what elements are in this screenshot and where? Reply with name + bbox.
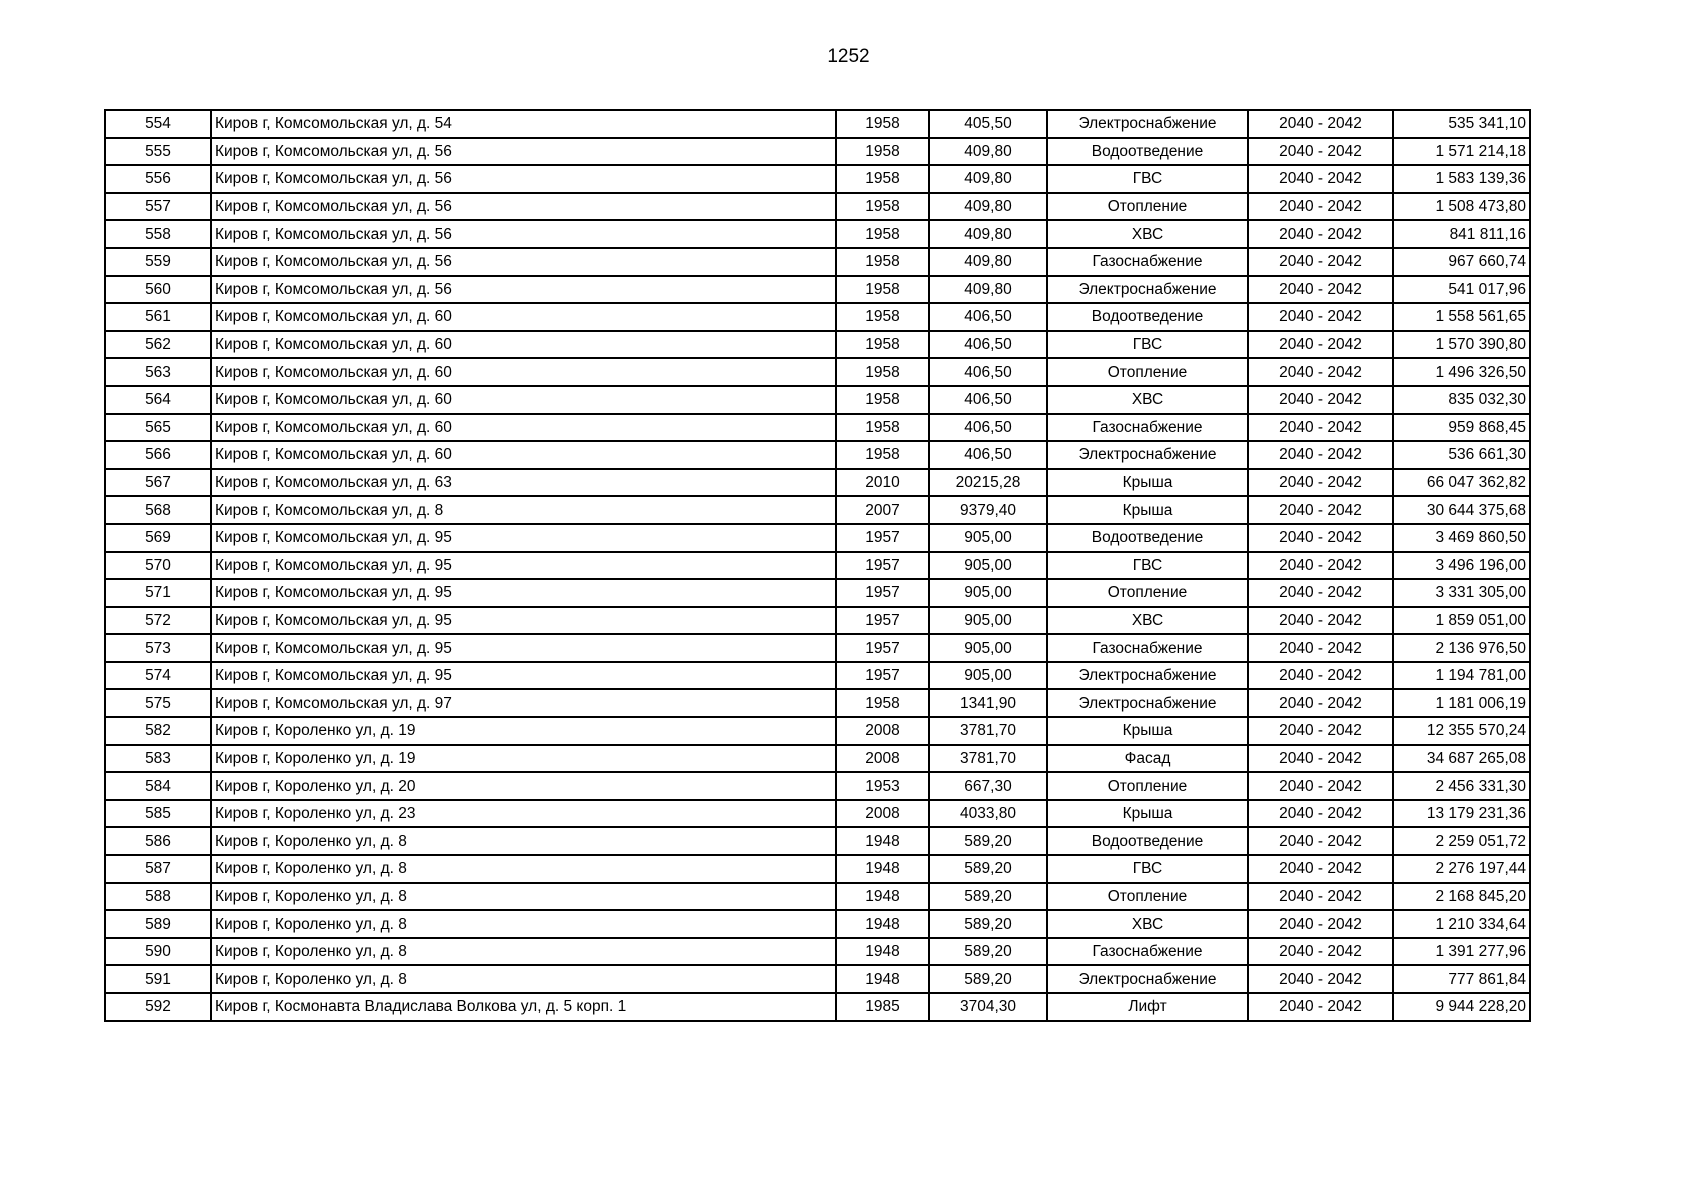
period-cell: 2040 - 2042 — [1248, 772, 1393, 800]
area-cell: 406,50 — [929, 386, 1047, 414]
period-cell: 2040 - 2042 — [1248, 276, 1393, 304]
address-cell: Киров г, Короленко ул, д. 8 — [211, 938, 836, 966]
period-cell: 2040 - 2042 — [1248, 634, 1393, 662]
table-row — [105, 662, 1530, 690]
area-cell: 9379,40 — [929, 496, 1047, 524]
area-cell: 406,50 — [929, 303, 1047, 331]
table-row — [105, 248, 1530, 276]
build-year-cell: 1957 — [836, 607, 929, 635]
work-type-cell: Крыша — [1047, 496, 1248, 524]
cost-cell: 1 583 139,36 — [1393, 165, 1530, 193]
work-type-cell: ГВС — [1047, 331, 1248, 359]
table-row — [105, 193, 1530, 221]
cost-cell: 12 355 570,24 — [1393, 717, 1530, 745]
table-row — [105, 220, 1530, 248]
address-cell: Киров г, Короленко ул, д. 8 — [211, 827, 836, 855]
address-cell: Киров г, Короленко ул, д. 19 — [211, 717, 836, 745]
build-year-cell: 1985 — [836, 993, 929, 1021]
address-cell: Киров г, Комсомольская ул, д. 56 — [211, 165, 836, 193]
build-year-cell: 1958 — [836, 138, 929, 166]
area-cell: 3781,70 — [929, 745, 1047, 773]
row-number-cell: 589 — [105, 910, 211, 938]
area-cell: 409,80 — [929, 276, 1047, 304]
work-type-cell: ХВС — [1047, 607, 1248, 635]
work-type-cell: Газоснабжение — [1047, 248, 1248, 276]
work-type-cell: Электроснабжение — [1047, 276, 1248, 304]
table-row — [105, 745, 1530, 773]
area-cell: 3781,70 — [929, 717, 1047, 745]
area-cell: 3704,30 — [929, 993, 1047, 1021]
work-type-cell: Отопление — [1047, 883, 1248, 911]
row-number-cell: 585 — [105, 800, 211, 828]
area-cell: 1341,90 — [929, 689, 1047, 717]
address-cell: Киров г, Короленко ул, д. 8 — [211, 855, 836, 883]
row-number-cell: 569 — [105, 524, 211, 552]
cost-cell: 3 469 860,50 — [1393, 524, 1530, 552]
row-number-cell: 586 — [105, 827, 211, 855]
period-cell: 2040 - 2042 — [1248, 579, 1393, 607]
row-number-cell: 582 — [105, 717, 211, 745]
build-year-cell: 1958 — [836, 193, 929, 221]
work-type-cell: ХВС — [1047, 220, 1248, 248]
table-row — [105, 386, 1530, 414]
area-cell: 905,00 — [929, 607, 1047, 635]
period-cell: 2040 - 2042 — [1248, 220, 1393, 248]
work-type-cell: Газоснабжение — [1047, 414, 1248, 442]
page-number: 1252 — [827, 46, 870, 67]
row-number-cell: 562 — [105, 331, 211, 359]
period-cell: 2040 - 2042 — [1248, 358, 1393, 386]
work-type-cell: Электроснабжение — [1047, 689, 1248, 717]
build-year-cell: 2008 — [836, 717, 929, 745]
table-row — [105, 331, 1530, 359]
table-row — [105, 276, 1530, 304]
address-cell: Киров г, Комсомольская ул, д. 97 — [211, 689, 836, 717]
table-row — [105, 110, 1530, 138]
row-number-cell: 557 — [105, 193, 211, 221]
cost-cell: 536 661,30 — [1393, 441, 1530, 469]
area-cell: 406,50 — [929, 414, 1047, 442]
row-number-cell: 584 — [105, 772, 211, 800]
work-type-cell: Водоотведение — [1047, 138, 1248, 166]
work-type-cell: Электроснабжение — [1047, 110, 1248, 138]
table-row — [105, 552, 1530, 580]
row-number-cell: 564 — [105, 386, 211, 414]
cost-cell: 3 496 196,00 — [1393, 552, 1530, 580]
table-row — [105, 965, 1530, 993]
address-cell: Киров г, Комсомольская ул, д. 60 — [211, 414, 836, 442]
area-cell: 4033,80 — [929, 800, 1047, 828]
build-year-cell: 1958 — [836, 386, 929, 414]
work-type-cell: Электроснабжение — [1047, 441, 1248, 469]
address-cell: Киров г, Короленко ул, д. 19 — [211, 745, 836, 773]
table-row — [105, 524, 1530, 552]
work-type-cell: Водоотведение — [1047, 303, 1248, 331]
address-cell: Киров г, Комсомольская ул, д. 56 — [211, 138, 836, 166]
work-type-cell: ГВС — [1047, 165, 1248, 193]
area-cell: 409,80 — [929, 248, 1047, 276]
cost-cell: 66 047 362,82 — [1393, 469, 1530, 497]
build-year-cell: 1958 — [836, 331, 929, 359]
address-cell: Киров г, Короленко ул, д. 20 — [211, 772, 836, 800]
register-body — [105, 110, 1530, 1021]
build-year-cell: 1957 — [836, 662, 929, 690]
table-row — [105, 993, 1530, 1021]
address-cell: Киров г, Короленко ул, д. 8 — [211, 883, 836, 911]
register-table — [104, 109, 1531, 1022]
build-year-cell: 1957 — [836, 579, 929, 607]
row-number-cell: 560 — [105, 276, 211, 304]
row-number-cell: 587 — [105, 855, 211, 883]
area-cell: 409,80 — [929, 165, 1047, 193]
area-cell: 905,00 — [929, 662, 1047, 690]
build-year-cell: 1958 — [836, 358, 929, 386]
period-cell: 2040 - 2042 — [1248, 386, 1393, 414]
work-type-cell: Электроснабжение — [1047, 965, 1248, 993]
row-number-cell: 568 — [105, 496, 211, 524]
row-number-cell: 567 — [105, 469, 211, 497]
period-cell: 2040 - 2042 — [1248, 827, 1393, 855]
cost-cell: 1 194 781,00 — [1393, 662, 1530, 690]
work-type-cell: Крыша — [1047, 717, 1248, 745]
area-cell: 589,20 — [929, 910, 1047, 938]
period-cell: 2040 - 2042 — [1248, 165, 1393, 193]
cost-cell: 9 944 228,20 — [1393, 993, 1530, 1021]
period-cell: 2040 - 2042 — [1248, 607, 1393, 635]
work-type-cell: Водоотведение — [1047, 524, 1248, 552]
build-year-cell: 1958 — [836, 248, 929, 276]
area-cell: 667,30 — [929, 772, 1047, 800]
row-number-cell: 583 — [105, 745, 211, 773]
period-cell: 2040 - 2042 — [1248, 303, 1393, 331]
row-number-cell: 559 — [105, 248, 211, 276]
row-number-cell: 592 — [105, 993, 211, 1021]
cost-cell: 777 861,84 — [1393, 965, 1530, 993]
build-year-cell: 1958 — [836, 220, 929, 248]
work-type-cell: Отопление — [1047, 193, 1248, 221]
cost-cell: 959 868,45 — [1393, 414, 1530, 442]
table-row — [105, 303, 1530, 331]
row-number-cell: 566 — [105, 441, 211, 469]
build-year-cell: 2010 — [836, 469, 929, 497]
period-cell: 2040 - 2042 — [1248, 496, 1393, 524]
build-year-cell: 1957 — [836, 524, 929, 552]
period-cell: 2040 - 2042 — [1248, 662, 1393, 690]
area-cell: 406,50 — [929, 331, 1047, 359]
address-cell: Киров г, Комсомольская ул, д. 60 — [211, 303, 836, 331]
area-cell: 905,00 — [929, 634, 1047, 662]
table-row — [105, 717, 1530, 745]
cost-cell: 1 508 473,80 — [1393, 193, 1530, 221]
row-number-cell: 588 — [105, 883, 211, 911]
cost-cell: 2 456 331,30 — [1393, 772, 1530, 800]
table-row — [105, 138, 1530, 166]
address-cell: Киров г, Комсомольская ул, д. 60 — [211, 331, 836, 359]
area-cell: 905,00 — [929, 579, 1047, 607]
address-cell: Киров г, Комсомольская ул, д. 60 — [211, 386, 836, 414]
area-cell: 905,00 — [929, 524, 1047, 552]
address-cell: Киров г, Комсомольская ул, д. 56 — [211, 193, 836, 221]
address-cell: Киров г, Комсомольская ул, д. 63 — [211, 469, 836, 497]
work-type-cell: ХВС — [1047, 910, 1248, 938]
table-row — [105, 910, 1530, 938]
period-cell: 2040 - 2042 — [1248, 414, 1393, 442]
cost-cell: 3 331 305,00 — [1393, 579, 1530, 607]
cost-cell: 841 811,16 — [1393, 220, 1530, 248]
period-cell: 2040 - 2042 — [1248, 469, 1393, 497]
row-number-cell: 573 — [105, 634, 211, 662]
area-cell: 406,50 — [929, 441, 1047, 469]
work-type-cell: Фасад — [1047, 745, 1248, 773]
work-type-cell: Лифт — [1047, 993, 1248, 1021]
area-cell: 589,20 — [929, 827, 1047, 855]
table-row — [105, 607, 1530, 635]
period-cell: 2040 - 2042 — [1248, 745, 1393, 773]
address-cell: Киров г, Комсомольская ул, д. 54 — [211, 110, 836, 138]
row-number-cell: 574 — [105, 662, 211, 690]
build-year-cell: 1958 — [836, 689, 929, 717]
work-type-cell: ХВС — [1047, 386, 1248, 414]
area-cell: 589,20 — [929, 883, 1047, 911]
table-row — [105, 800, 1530, 828]
work-type-cell: Отопление — [1047, 358, 1248, 386]
table-row — [105, 579, 1530, 607]
build-year-cell: 1958 — [836, 414, 929, 442]
cost-cell: 34 687 265,08 — [1393, 745, 1530, 773]
work-type-cell: Водоотведение — [1047, 827, 1248, 855]
cost-cell: 2 259 051,72 — [1393, 827, 1530, 855]
build-year-cell: 2008 — [836, 745, 929, 773]
area-cell: 409,80 — [929, 193, 1047, 221]
address-cell: Киров г, Комсомольская ул, д. 95 — [211, 634, 836, 662]
cost-cell: 2 276 197,44 — [1393, 855, 1530, 883]
build-year-cell: 1948 — [836, 938, 929, 966]
row-number-cell: 555 — [105, 138, 211, 166]
period-cell: 2040 - 2042 — [1248, 855, 1393, 883]
cost-cell: 1 571 214,18 — [1393, 138, 1530, 166]
address-cell: Киров г, Комсомольская ул, д. 95 — [211, 607, 836, 635]
cost-cell: 1 570 390,80 — [1393, 331, 1530, 359]
period-cell: 2040 - 2042 — [1248, 193, 1393, 221]
build-year-cell: 1948 — [836, 855, 929, 883]
cost-cell: 967 660,74 — [1393, 248, 1530, 276]
period-cell: 2040 - 2042 — [1248, 800, 1393, 828]
cost-cell: 1 391 277,96 — [1393, 938, 1530, 966]
table-row — [105, 855, 1530, 883]
row-number-cell: 561 — [105, 303, 211, 331]
work-type-cell: Газоснабжение — [1047, 634, 1248, 662]
address-cell: Киров г, Короленко ул, д. 23 — [211, 800, 836, 828]
build-year-cell: 1957 — [836, 552, 929, 580]
cost-cell: 1 210 334,64 — [1393, 910, 1530, 938]
period-cell: 2040 - 2042 — [1248, 552, 1393, 580]
build-year-cell: 1948 — [836, 827, 929, 855]
work-type-cell: Отопление — [1047, 579, 1248, 607]
row-number-cell: 565 — [105, 414, 211, 442]
work-type-cell: ГВС — [1047, 552, 1248, 580]
area-cell: 589,20 — [929, 855, 1047, 883]
address-cell: Киров г, Комсомольская ул, д. 8 — [211, 496, 836, 524]
period-cell: 2040 - 2042 — [1248, 248, 1393, 276]
table-row — [105, 634, 1530, 662]
row-number-cell: 563 — [105, 358, 211, 386]
work-type-cell: Электроснабжение — [1047, 662, 1248, 690]
row-number-cell: 556 — [105, 165, 211, 193]
row-number-cell: 590 — [105, 938, 211, 966]
area-cell: 589,20 — [929, 938, 1047, 966]
address-cell: Киров г, Комсомольская ул, д. 95 — [211, 579, 836, 607]
build-year-cell: 2008 — [836, 800, 929, 828]
row-number-cell: 570 — [105, 552, 211, 580]
row-number-cell: 558 — [105, 220, 211, 248]
row-number-cell: 591 — [105, 965, 211, 993]
work-type-cell: ГВС — [1047, 855, 1248, 883]
cost-cell: 1 859 051,00 — [1393, 607, 1530, 635]
table-row — [105, 883, 1530, 911]
cost-cell: 2 136 976,50 — [1393, 634, 1530, 662]
area-cell: 409,80 — [929, 220, 1047, 248]
period-cell: 2040 - 2042 — [1248, 110, 1393, 138]
build-year-cell: 1957 — [836, 634, 929, 662]
period-cell: 2040 - 2042 — [1248, 138, 1393, 166]
address-cell: Киров г, Комсомольская ул, д. 60 — [211, 441, 836, 469]
cost-cell: 541 017,96 — [1393, 276, 1530, 304]
address-cell: Киров г, Комсомольская ул, д. 60 — [211, 358, 836, 386]
area-cell: 406,50 — [929, 358, 1047, 386]
cost-cell: 535 341,10 — [1393, 110, 1530, 138]
table-row — [105, 414, 1530, 442]
period-cell: 2040 - 2042 — [1248, 910, 1393, 938]
build-year-cell: 1948 — [836, 910, 929, 938]
address-cell: Киров г, Комсомольская ул, д. 95 — [211, 662, 836, 690]
area-cell: 589,20 — [929, 965, 1047, 993]
cost-cell: 835 032,30 — [1393, 386, 1530, 414]
cost-cell: 1 181 006,19 — [1393, 689, 1530, 717]
table-row — [105, 358, 1530, 386]
row-number-cell: 571 — [105, 579, 211, 607]
build-year-cell: 2007 — [836, 496, 929, 524]
table-row — [105, 827, 1530, 855]
address-cell: Киров г, Комсомольская ул, д. 95 — [211, 552, 836, 580]
cost-cell: 13 179 231,36 — [1393, 800, 1530, 828]
table-row — [105, 441, 1530, 469]
area-cell: 405,50 — [929, 110, 1047, 138]
work-type-cell: Крыша — [1047, 800, 1248, 828]
period-cell: 2040 - 2042 — [1248, 717, 1393, 745]
period-cell: 2040 - 2042 — [1248, 689, 1393, 717]
row-number-cell: 575 — [105, 689, 211, 717]
address-cell: Киров г, Короленко ул, д. 8 — [211, 910, 836, 938]
period-cell: 2040 - 2042 — [1248, 331, 1393, 359]
address-cell: Киров г, Комсомольская ул, д. 56 — [211, 248, 836, 276]
address-cell: Киров г, Комсомольская ул, д. 56 — [211, 220, 836, 248]
period-cell: 2040 - 2042 — [1248, 883, 1393, 911]
table-row — [105, 689, 1530, 717]
table-row — [105, 496, 1530, 524]
address-cell: Киров г, Короленко ул, д. 8 — [211, 965, 836, 993]
table-row — [105, 938, 1530, 966]
build-year-cell: 1953 — [836, 772, 929, 800]
work-type-cell: Отопление — [1047, 772, 1248, 800]
build-year-cell: 1958 — [836, 165, 929, 193]
period-cell: 2040 - 2042 — [1248, 938, 1393, 966]
row-number-cell: 554 — [105, 110, 211, 138]
row-number-cell: 572 — [105, 607, 211, 635]
area-cell: 20215,28 — [929, 469, 1047, 497]
build-year-cell: 1948 — [836, 883, 929, 911]
cost-cell: 30 644 375,68 — [1393, 496, 1530, 524]
build-year-cell: 1958 — [836, 441, 929, 469]
work-type-cell: Газоснабжение — [1047, 938, 1248, 966]
table-row — [105, 772, 1530, 800]
period-cell: 2040 - 2042 — [1248, 441, 1393, 469]
cost-cell: 2 168 845,20 — [1393, 883, 1530, 911]
address-cell: Киров г, Космонавта Владислава Волкова ул, д. 5 корп. 1 — [211, 993, 836, 1021]
cost-cell: 1 496 326,50 — [1393, 358, 1530, 386]
cost-cell: 1 558 561,65 — [1393, 303, 1530, 331]
area-cell: 905,00 — [929, 552, 1047, 580]
period-cell: 2040 - 2042 — [1248, 993, 1393, 1021]
period-cell: 2040 - 2042 — [1248, 524, 1393, 552]
build-year-cell: 1948 — [836, 965, 929, 993]
address-cell: Киров г, Комсомольская ул, д. 95 — [211, 524, 836, 552]
period-cell: 2040 - 2042 — [1248, 965, 1393, 993]
area-cell: 409,80 — [929, 138, 1047, 166]
table-row — [105, 469, 1530, 497]
work-type-cell: Крыша — [1047, 469, 1248, 497]
table-row — [105, 165, 1530, 193]
build-year-cell: 1958 — [836, 276, 929, 304]
build-year-cell: 1958 — [836, 110, 929, 138]
address-cell: Киров г, Комсомольская ул, д. 56 — [211, 276, 836, 304]
build-year-cell: 1958 — [836, 303, 929, 331]
